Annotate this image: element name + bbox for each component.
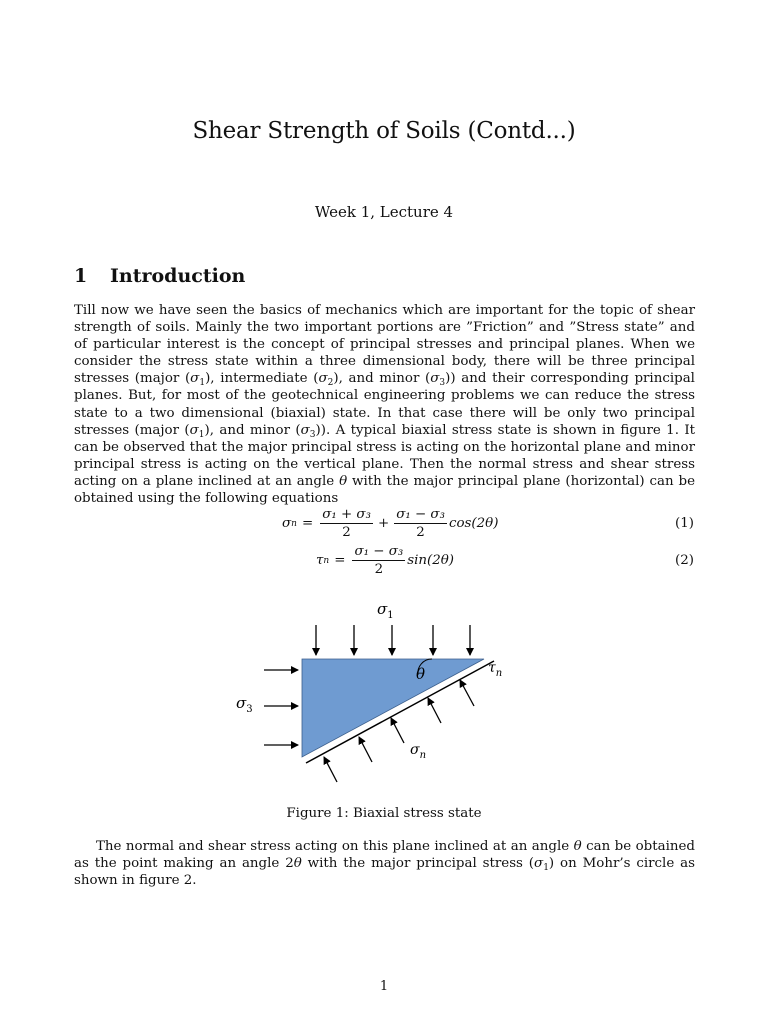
document-title: Shear Strength of Soils (Contd...)	[192, 118, 576, 144]
eq-lhs: σ	[282, 516, 292, 531]
sigman-arrow	[391, 718, 404, 743]
sigma3-label: $\sigma_3$	[236, 694, 253, 715]
text-run: The normal and shear stress acting on this plane inclined at an angle	[96, 839, 574, 854]
fraction-numerator: σ₁ − σ₃	[354, 544, 404, 559]
text-run: can be obtained as the point making an angle 2	[74, 839, 695, 872]
math-symbol: θ	[573, 839, 582, 854]
fraction	[320, 506, 373, 541]
eq-lhs: τ	[316, 553, 324, 568]
theta-label: θ	[416, 665, 426, 683]
intro-paragraph	[74, 302, 695, 507]
plus-sign: +	[377, 516, 390, 531]
math-subscript: 1	[199, 378, 206, 389]
equals-sign: =	[301, 516, 314, 531]
text-run: )) and their corresponding principal planes. But, for most of the geotechnical engineering problems we can reduce the stress state to a two dimensional (biaxial) state. In that case there will be only two principal stresses (major (	[74, 371, 695, 438]
math-symbol: σ	[318, 371, 328, 387]
sigman-arrow	[324, 757, 337, 782]
text-run: ) on Mohr’s circle as shown in figure 2.	[74, 856, 695, 889]
eq-tail: sin(2θ)	[407, 553, 455, 568]
equals-sign: =	[334, 553, 346, 568]
math-symbol: σ	[300, 422, 310, 438]
biaxial-stress-figure	[0, 595, 768, 795]
sigman-arrow	[428, 698, 441, 723]
equation-number: (2)	[675, 553, 694, 568]
math-symbol: θ	[339, 473, 348, 489]
math-symbol: σ	[534, 856, 544, 872]
sigma1-label: $\sigma_1$	[377, 600, 394, 621]
figure-caption: Figure 1: Biaxial stress state	[286, 806, 482, 821]
fraction	[352, 543, 405, 578]
fraction-denominator: 2	[374, 562, 384, 577]
math-subscript: 3	[439, 378, 446, 389]
page-number: 1	[379, 979, 389, 994]
section-number: 1	[74, 265, 88, 287]
sigman-arrow	[359, 737, 372, 762]
math-symbol: σ	[430, 371, 440, 387]
text-run: ), and minor (	[333, 371, 431, 387]
tau-label: $\tau_n$	[488, 660, 503, 679]
document-page: Shear Strength of Soils (Contd...) Week 1, Lecture 4 1 Introduction Till now we have seen the basics of mechanics which are important for the topic of shear strength of soils. Mainly the two important portions are ”Friction” and ”Stress state” and of particular interest is the concept of principal stresses and principal planes. When we consider the stress state within a three dimensional body, there will be three principal stresses (major $(\sigma_1)$, intermediate $(\sigma_2)$, and minor $(\sigma_3)$) and their corresponding principal planes. But, for most of the geotechnical engineering problems we can reduce the stress state to a two dimensional (biaxial) state. In that case there will be only two principal stresses (major $(\sigma_1)$, and minor $(\sigma_3)$). A typical biaxial stress state is shown in figure 1. It can be observed that the major principal stress is acting on the horizontal plane and minor principal stress is acting on the vertical plane. Then the normal stress and shear stress acting on a plane inclined at an angle θ with the major principal plane (horizontal) can be obtained using the following equations σ n = $\frac{\text{σ₁ + σ₃}}{2}$ + $\frac{\text{σ₁ − σ₃}}{2}$ cos(2θ) (1) τ n = $\frac{\text{σ₁ − σ₃}}{2}$ sin(2θ) (2) $\sigma_1$ θ $\tau_n$ $\sigma_3$ $\sigma_n$ Figure 1: Biaxial stress state The normal and shear stress acting on this plane inclined at an angle θ can be obtained as the point making an angle 2θ with the major principal stress $(\sigma_1)$ on Mohr’s circle as shown in figure 2. 1	[0, 0, 768, 1024]
math-subscript: 2	[327, 378, 334, 389]
equation-number: (1)	[675, 516, 694, 531]
math-symbol: θ	[293, 856, 302, 872]
text-run: with the major principal plane (horizontal) can be obtained using the following equations	[74, 473, 695, 507]
text-run: Till now we have seen the basics of mechanics which are important for the topic of shear strength of soils. Mainly the two important portions are ”Friction” and ”Stress state” and of particular interest is the concept of principal stresses and principal planes. When we consider the stress state within a three dimensional body, there will be three principal stresses (major (	[74, 303, 695, 387]
fraction	[394, 506, 447, 541]
text-run: with the major principal stress (	[301, 856, 535, 872]
section-heading	[74, 265, 245, 287]
fraction-numerator: σ₁ − σ₃	[396, 507, 445, 522]
math-symbol: σ	[190, 371, 200, 387]
document-subtitle: Week 1, Lecture 4	[314, 203, 454, 221]
fraction-denominator: 2	[416, 525, 425, 540]
section-title: Introduction	[110, 265, 246, 287]
body-paragraph-2	[74, 838, 695, 889]
text-run: )). A typical biaxial stress state is shown in figure 1. It can be observed that the major principal stress is acting on the horizontal plane and minor principal stress is acting on the vertical plane. Then the normal stress and shear stress acting on a plane inclined at an angle	[74, 422, 695, 489]
fraction-denominator: 2	[342, 525, 351, 540]
text-run: ), and minor (	[204, 422, 301, 438]
soil-element-triangle	[302, 659, 484, 757]
fraction-numerator: σ₁ + σ₃	[322, 507, 371, 522]
sigman-label: $\sigma_n$	[410, 742, 427, 761]
sigman-arrow	[460, 680, 474, 706]
math-subscript: 1	[198, 429, 205, 440]
text-run: ), intermediate (	[205, 371, 319, 387]
math-subscript: 3	[309, 429, 316, 440]
math-symbol: σ	[189, 422, 199, 438]
math-subscript: 1	[543, 863, 549, 874]
eq-tail: cos(2θ)	[448, 516, 499, 531]
